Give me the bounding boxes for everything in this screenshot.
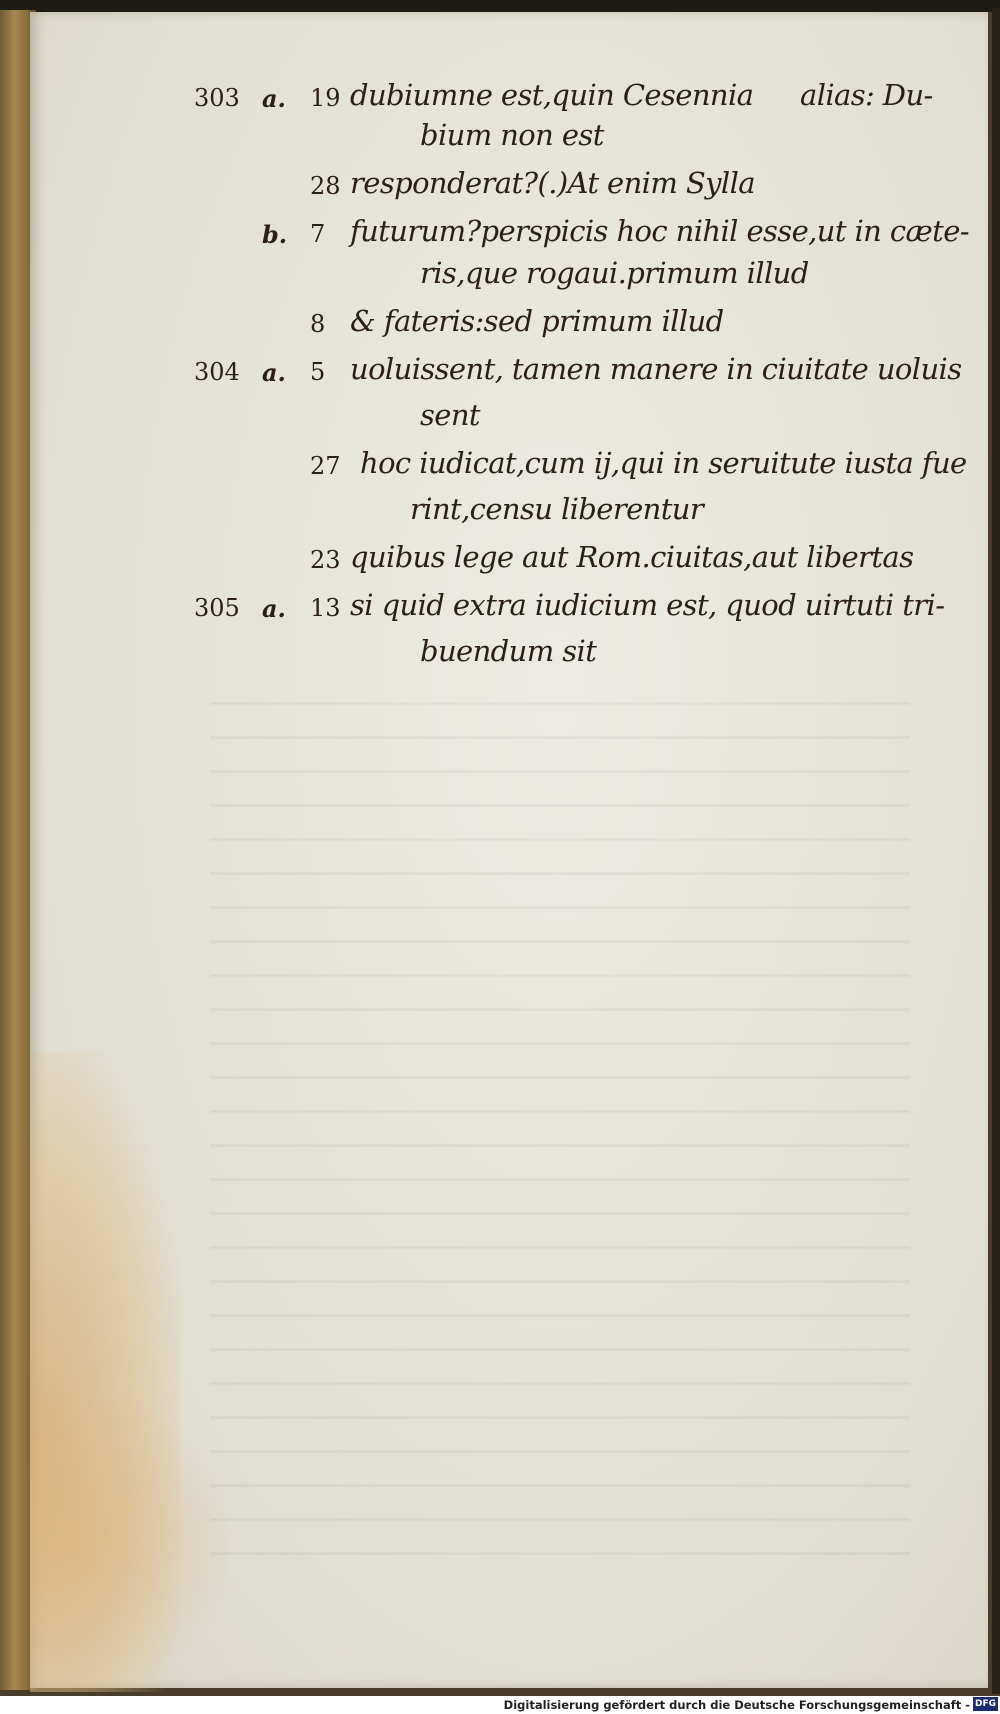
entry-text: responderat?(.)At enim Sylla: [350, 166, 755, 200]
show-through: [210, 672, 910, 1572]
entry-text-continued: buendum sit: [420, 634, 597, 668]
alias-note: alias: Du-: [800, 78, 933, 112]
page-number: 305: [194, 594, 240, 622]
page-number: 304: [194, 358, 240, 386]
list-item: [30, 350, 988, 394]
line-number: 5: [310, 358, 326, 386]
line-number: 7: [310, 220, 326, 248]
digitization-footer: [0, 1696, 1000, 1714]
entry-text: uoluissent, tamen manere in ciuitate uoluis: [350, 352, 962, 386]
list-item: [30, 586, 988, 630]
column-letter: a.: [262, 358, 286, 387]
list-item: [30, 164, 988, 208]
entry-text-continued: sent: [420, 398, 480, 432]
dfg-logo-icon: DFG: [974, 1699, 996, 1709]
water-stain-lower: [30, 1392, 230, 1692]
column-letter: b.: [262, 220, 288, 249]
entry-text: dubiumne est,quin Cesennia: [350, 78, 754, 112]
column-letter: a.: [262, 594, 286, 623]
page-number: 303: [194, 84, 240, 112]
entry-text: hoc iudicat,cum ij,qui in seruitute iusta fue: [360, 446, 967, 480]
list-item: [30, 76, 988, 120]
line-number: 23: [310, 546, 341, 574]
line-number: 19: [310, 84, 341, 112]
list-item: [30, 444, 988, 488]
entry-text-continued: rint,censu liberentur: [410, 492, 704, 526]
list-item: [30, 538, 988, 582]
column-letter: a.: [262, 84, 286, 113]
water-stain: [30, 1052, 180, 1692]
right-edge: [992, 8, 1000, 1694]
line-number: 28: [310, 172, 341, 200]
list-item: [30, 212, 988, 256]
entry-text-continued: bium non est: [420, 118, 604, 152]
top-edge: [0, 0, 1000, 12]
line-number: 8: [310, 310, 326, 338]
line-number: 13: [310, 594, 341, 622]
page: [30, 12, 988, 1688]
entry-text-continued: ris,que rogaui.primum illud: [420, 256, 809, 290]
entry-text: si quid extra iudicium est, quod uirtuti tri-: [350, 588, 945, 622]
list-item: [30, 302, 988, 346]
entry-text: & fateris:sed primum illud: [350, 304, 724, 338]
entry-text: quibus lege aut Rom.ciuitas,aut libertas: [350, 540, 914, 574]
funding-credit: Digitalisierung gefördert durch die Deutsche Forschungsgemeinschaft -: [503, 1698, 970, 1712]
line-number: 27: [310, 452, 341, 480]
entry-text: futurum?perspicis hoc nihil esse,ut in cæte-: [350, 214, 969, 248]
